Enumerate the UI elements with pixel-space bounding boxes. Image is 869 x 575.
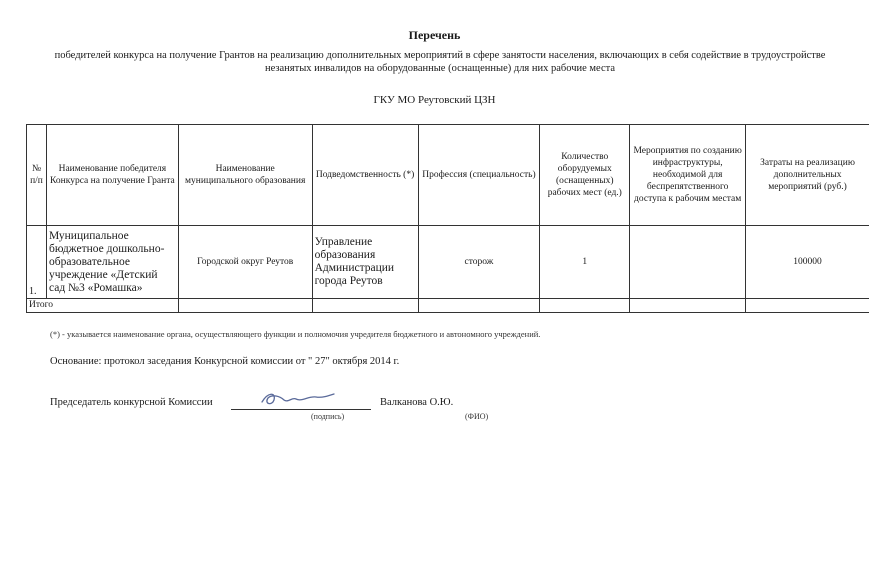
total-empty-cell <box>178 299 312 313</box>
agency-name: ГКУ МО Реутовский ЦЗН <box>373 94 496 106</box>
total-empty-cell <box>540 299 630 313</box>
header-num: № п/п <box>27 125 47 226</box>
header-subordination: Подведомственность (*) <box>312 125 418 226</box>
cell-infrastructure <box>630 226 746 299</box>
table-header-row <box>27 125 869 226</box>
total-label: Итого <box>27 299 179 313</box>
caption-signature: (подпись) <box>311 412 345 421</box>
total-empty-cell <box>418 299 540 313</box>
header-costs: Затраты на реализацию дополнительных мероприятий (руб.) <box>746 125 869 226</box>
document-title: Перечень <box>408 28 461 42</box>
header-infrastructure: Мероприятия по созданию инфраструктуры, необходимой для беспрепятственного доступа к рабочим местам <box>630 125 746 226</box>
cell-num: 1. <box>27 226 47 299</box>
table-total-row <box>27 299 869 313</box>
cell-workplaces: 1 <box>540 226 630 299</box>
header-profession: Профессия (специальность) <box>418 125 540 226</box>
header-municipality: Наименование муниципального образования <box>178 125 312 226</box>
signature-scribble-icon <box>258 388 338 410</box>
chair-label: Председатель конкурсной Комиссии <box>50 397 213 408</box>
chair-name: Валканова О.Ю. <box>380 397 454 408</box>
header-workplaces: Количество оборудуемых (оснащенных) рабочих мест (ед.) <box>540 125 630 226</box>
caption-fio: (ФИО) <box>465 412 489 421</box>
basis-text: Основание: протокол заседания Конкурсной комиссии от " 27" октября 2014 г. <box>50 356 400 367</box>
footnote: (*) - указывается наименование органа, осуществляющего функции и полномочия учредителя бюджетного и автономного учреждений. <box>50 329 541 339</box>
table-row <box>27 226 869 299</box>
header-winner: Наименование победителя Конкурса на получение Гранта <box>46 125 178 226</box>
cell-costs: 100000 <box>746 226 869 299</box>
cell-winner: Муниципальное бюджетное дошкольно-образовательное учреждение «Детский сад №3 «Ромашка» <box>46 226 178 299</box>
cell-municipality: Городской округ Реутов <box>178 226 312 299</box>
document-subtitle: победителей конкурса на получение Грантов на реализацию дополнительных мероприятий в сфере занятости населения, включающих в себя содействие в трудоустройстве незанятых инвалидов на оборудованные (оснащенные) для них рабочие места <box>54 50 826 74</box>
cell-subordination: Управление образования Администрации города Реутов <box>312 226 418 299</box>
total-empty-cell <box>312 299 418 313</box>
total-empty-cell <box>630 299 746 313</box>
winners-table <box>26 124 869 313</box>
total-empty-cell <box>746 299 869 313</box>
cell-profession: сторож <box>418 226 540 299</box>
